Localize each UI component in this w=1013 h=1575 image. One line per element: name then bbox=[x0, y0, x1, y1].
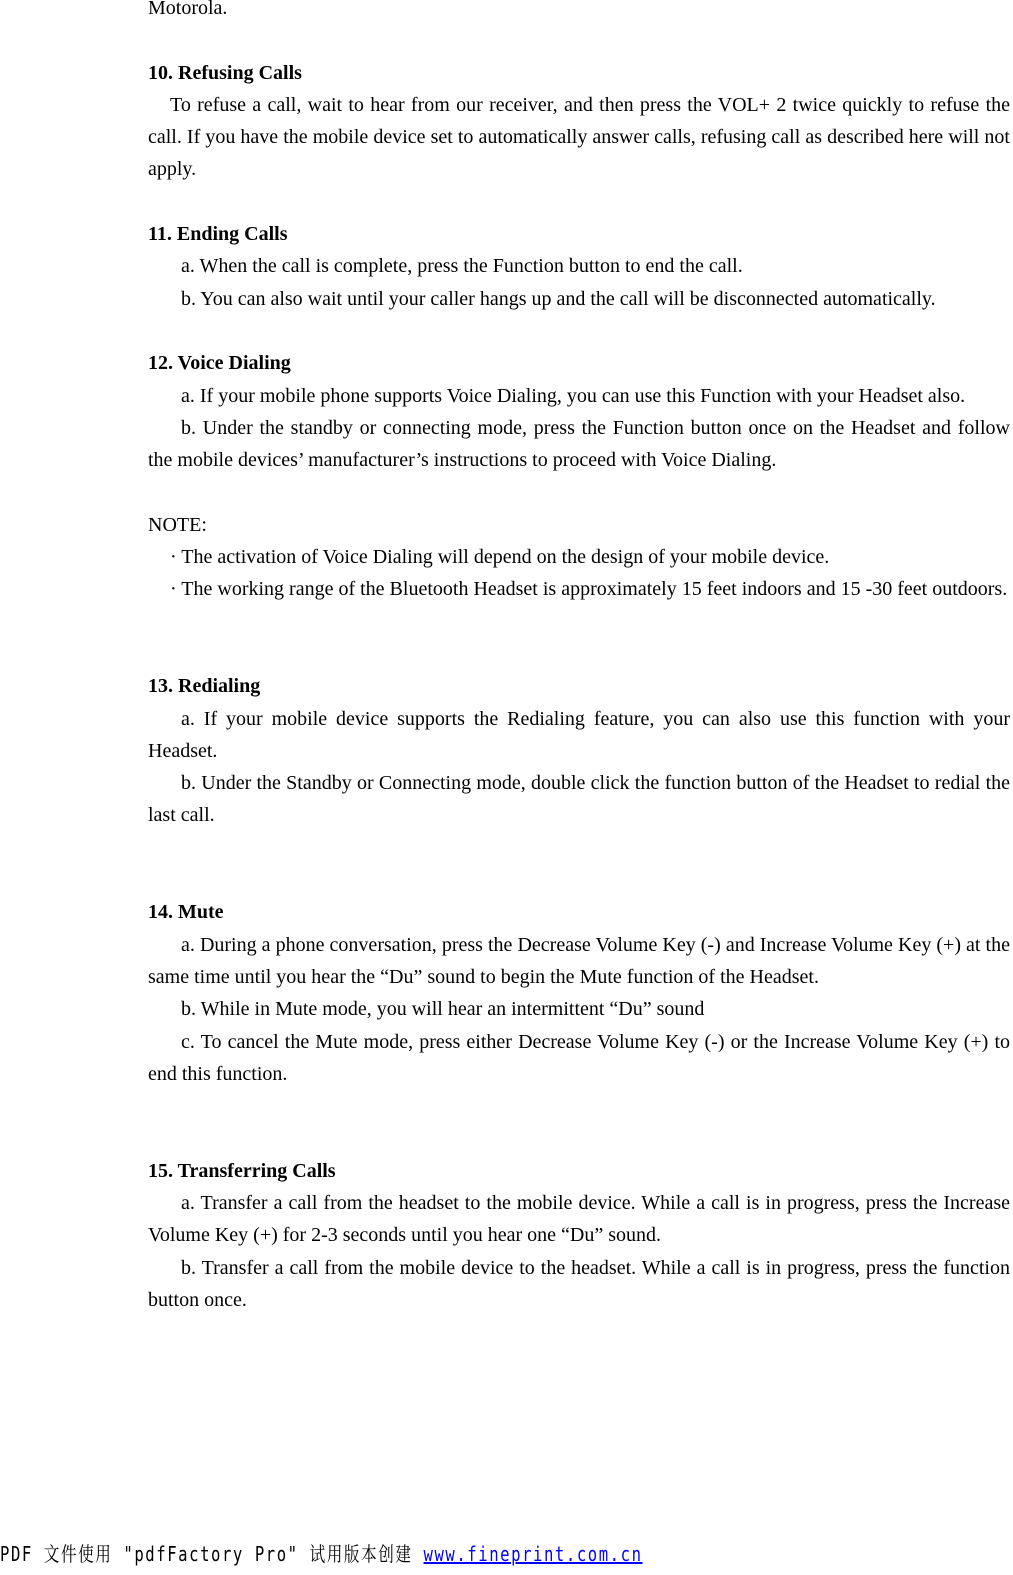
paragraph: a. If your mobile device supports the Redialing feature, you can also use this function with your Headset. bbox=[148, 707, 1010, 762]
watermark-footer bbox=[0, 1538, 643, 1567]
heading-voice-dialing: 12. Voice Dialing bbox=[148, 352, 291, 375]
paragraph: b. Under the standby or connecting mode, press the Function button once on the Headset and follow the mobile devices’ manufacturer’s instructions to proceed with Voice Dialing. bbox=[148, 416, 1010, 472]
heading-ending-calls: 11. Ending Calls bbox=[148, 223, 288, 246]
note-heading: NOTE: bbox=[148, 513, 207, 536]
paragraph: a. If your mobile phone supports Voice Dialing, you can use this Function with your Headset also. bbox=[181, 384, 966, 407]
heading-mute: 14. Mute bbox=[148, 901, 224, 924]
lead-text: Motorola. bbox=[148, 0, 228, 19]
paragraph: b. Transfer a call from the mobile device to the headset. While a call is in progress, press the function button once. bbox=[148, 1256, 1010, 1311]
heading-redialing: 13. Redialing bbox=[148, 675, 261, 698]
document-page bbox=[148, 0, 1010, 1316]
paragraph: b. Under the Standby or Connecting mode, double click the function button of the Headset to redial the last call. bbox=[148, 772, 1010, 827]
paragraph: a. Transfer a call from the headset to the mobile device. While a call is in progress, press the Increase Volume Key (+) for 2-3 seconds until you hear one “Du” sound. bbox=[148, 1191, 1010, 1247]
paragraph: a. When the call is complete, press the Function button to end the call. bbox=[181, 255, 743, 278]
heading-transferring-calls: 15. Transferring Calls bbox=[148, 1159, 336, 1182]
footer-text: PDF 文件使用 "pdfFactory Pro" 试用版本创建 bbox=[0, 1542, 424, 1566]
note-item: · The working range of the Bluetooth Headset is approximately 15 feet indoors and 15 -30 feet outdoors. bbox=[170, 578, 1008, 601]
footer-link[interactable]: www.fineprint.com.cn bbox=[423, 1542, 643, 1566]
heading-refusing-calls: 10. Refusing Calls bbox=[148, 61, 302, 84]
paragraph: c. To cancel the Mute mode, press either Decrease Volume Key (-) or the Increase Volume Key (+) to end this function. bbox=[148, 1030, 1010, 1085]
paragraph: a. During a phone conversation, press the Decrease Volume Key (-) and Increase Volume Key (+) at the same time until you hear the “Du” sound to begin the Mute function of the Headset. bbox=[148, 933, 1010, 988]
paragraph: b. You can also wait until your caller hangs up and the call will be disconnected automatically. bbox=[181, 287, 936, 310]
note-item: · The activation of Voice Dialing will depend on the design of your mobile device. bbox=[170, 546, 830, 569]
paragraph: b. While in Mute mode, you will hear an intermittent “Du” sound bbox=[181, 998, 705, 1021]
paragraph: To refuse a call, wait to hear from our receiver, and then press the VOL+ 2 twice quickly to refuse the call. If you have the mobile device set to automatically answer calls, refusing call as described here will not apply. bbox=[148, 93, 1010, 181]
